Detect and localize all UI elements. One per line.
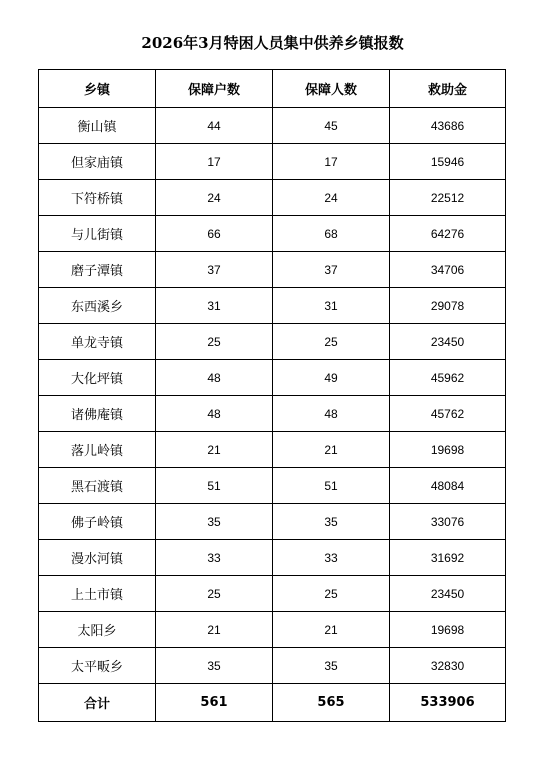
header-persons: 保障人数 — [273, 70, 390, 108]
cell-households: 24 — [156, 180, 273, 216]
cell-persons: 51 — [273, 468, 390, 504]
cell-relief-fund: 23450 — [390, 576, 506, 612]
cell-persons: 48 — [273, 396, 390, 432]
header-relief-fund: 救助金 — [390, 70, 506, 108]
total-row — [39, 684, 506, 722]
cell-township: 漫水河镇 — [39, 540, 156, 576]
cell-persons: 25 — [273, 576, 390, 612]
header-township: 乡镇 — [39, 70, 156, 108]
cell-relief-fund: 23450 — [390, 324, 506, 360]
cell-township: 诸佛庵镇 — [39, 396, 156, 432]
cell-households: 37 — [156, 252, 273, 288]
cell-households: 33 — [156, 540, 273, 576]
page-title: 2026年3月特困人员集中供养乡镇报数 — [141, 34, 404, 52]
table-row — [39, 324, 506, 360]
cell-township: 大化坪镇 — [39, 360, 156, 396]
report-table — [38, 69, 506, 722]
table-row — [39, 648, 506, 684]
cell-township: 东西溪乡 — [39, 288, 156, 324]
cell-relief-fund: 32830 — [390, 648, 506, 684]
cell-households: 48 — [156, 360, 273, 396]
cell-township: 但家庙镇 — [39, 144, 156, 180]
table-row — [39, 576, 506, 612]
cell-persons: 68 — [273, 216, 390, 252]
cell-relief-fund: 43686 — [390, 108, 506, 144]
table-row — [39, 360, 506, 396]
cell-township: 与儿街镇 — [39, 216, 156, 252]
table-row — [39, 288, 506, 324]
cell-township: 衡山镇 — [39, 108, 156, 144]
cell-relief-fund: 34706 — [390, 252, 506, 288]
cell-households: 35 — [156, 648, 273, 684]
cell-relief-fund: 45762 — [390, 396, 506, 432]
cell-township: 落儿岭镇 — [39, 432, 156, 468]
cell-relief-fund: 19698 — [390, 432, 506, 468]
cell-households: 51 — [156, 468, 273, 504]
total-label: 合计 — [39, 684, 156, 722]
total-relief-fund: 533906 — [390, 684, 506, 722]
header-households: 保障户数 — [156, 70, 273, 108]
cell-relief-fund: 19698 — [390, 612, 506, 648]
cell-township: 下符桥镇 — [39, 180, 156, 216]
cell-persons: 33 — [273, 540, 390, 576]
cell-households: 25 — [156, 576, 273, 612]
table-row — [39, 252, 506, 288]
table-row — [39, 468, 506, 504]
cell-households: 48 — [156, 396, 273, 432]
cell-relief-fund: 29078 — [390, 288, 506, 324]
cell-relief-fund: 64276 — [390, 216, 506, 252]
cell-relief-fund: 45962 — [390, 360, 506, 396]
cell-persons: 21 — [273, 612, 390, 648]
table-row — [39, 432, 506, 468]
cell-relief-fund: 48084 — [390, 468, 506, 504]
table-row — [39, 144, 506, 180]
table-header-row — [39, 70, 506, 108]
cell-households: 21 — [156, 432, 273, 468]
table-row — [39, 216, 506, 252]
cell-township: 黑石渡镇 — [39, 468, 156, 504]
cell-households: 35 — [156, 504, 273, 540]
cell-persons: 31 — [273, 288, 390, 324]
cell-persons: 35 — [273, 648, 390, 684]
cell-persons: 37 — [273, 252, 390, 288]
cell-persons: 49 — [273, 360, 390, 396]
cell-persons: 35 — [273, 504, 390, 540]
cell-township: 佛子岭镇 — [39, 504, 156, 540]
cell-households: 31 — [156, 288, 273, 324]
cell-township: 单龙寺镇 — [39, 324, 156, 360]
table-row — [39, 612, 506, 648]
cell-township: 太平畈乡 — [39, 648, 156, 684]
table-row — [39, 180, 506, 216]
cell-households: 66 — [156, 216, 273, 252]
cell-households: 44 — [156, 108, 273, 144]
total-households: 561 — [156, 684, 273, 722]
table-row — [39, 396, 506, 432]
cell-households: 25 — [156, 324, 273, 360]
cell-persons: 17 — [273, 144, 390, 180]
cell-township: 上土市镇 — [39, 576, 156, 612]
cell-relief-fund: 31692 — [390, 540, 506, 576]
cell-persons: 24 — [273, 180, 390, 216]
cell-persons: 45 — [273, 108, 390, 144]
cell-township: 太阳乡 — [39, 612, 156, 648]
cell-relief-fund: 15946 — [390, 144, 506, 180]
cell-relief-fund: 22512 — [390, 180, 506, 216]
total-persons: 565 — [273, 684, 390, 722]
cell-households: 21 — [156, 612, 273, 648]
cell-township: 磨子潭镇 — [39, 252, 156, 288]
cell-households: 17 — [156, 144, 273, 180]
table-row — [39, 108, 506, 144]
table-body — [39, 108, 506, 684]
table-row — [39, 540, 506, 576]
cell-persons: 25 — [273, 324, 390, 360]
table-row — [39, 504, 506, 540]
cell-relief-fund: 33076 — [390, 504, 506, 540]
cell-persons: 21 — [273, 432, 390, 468]
